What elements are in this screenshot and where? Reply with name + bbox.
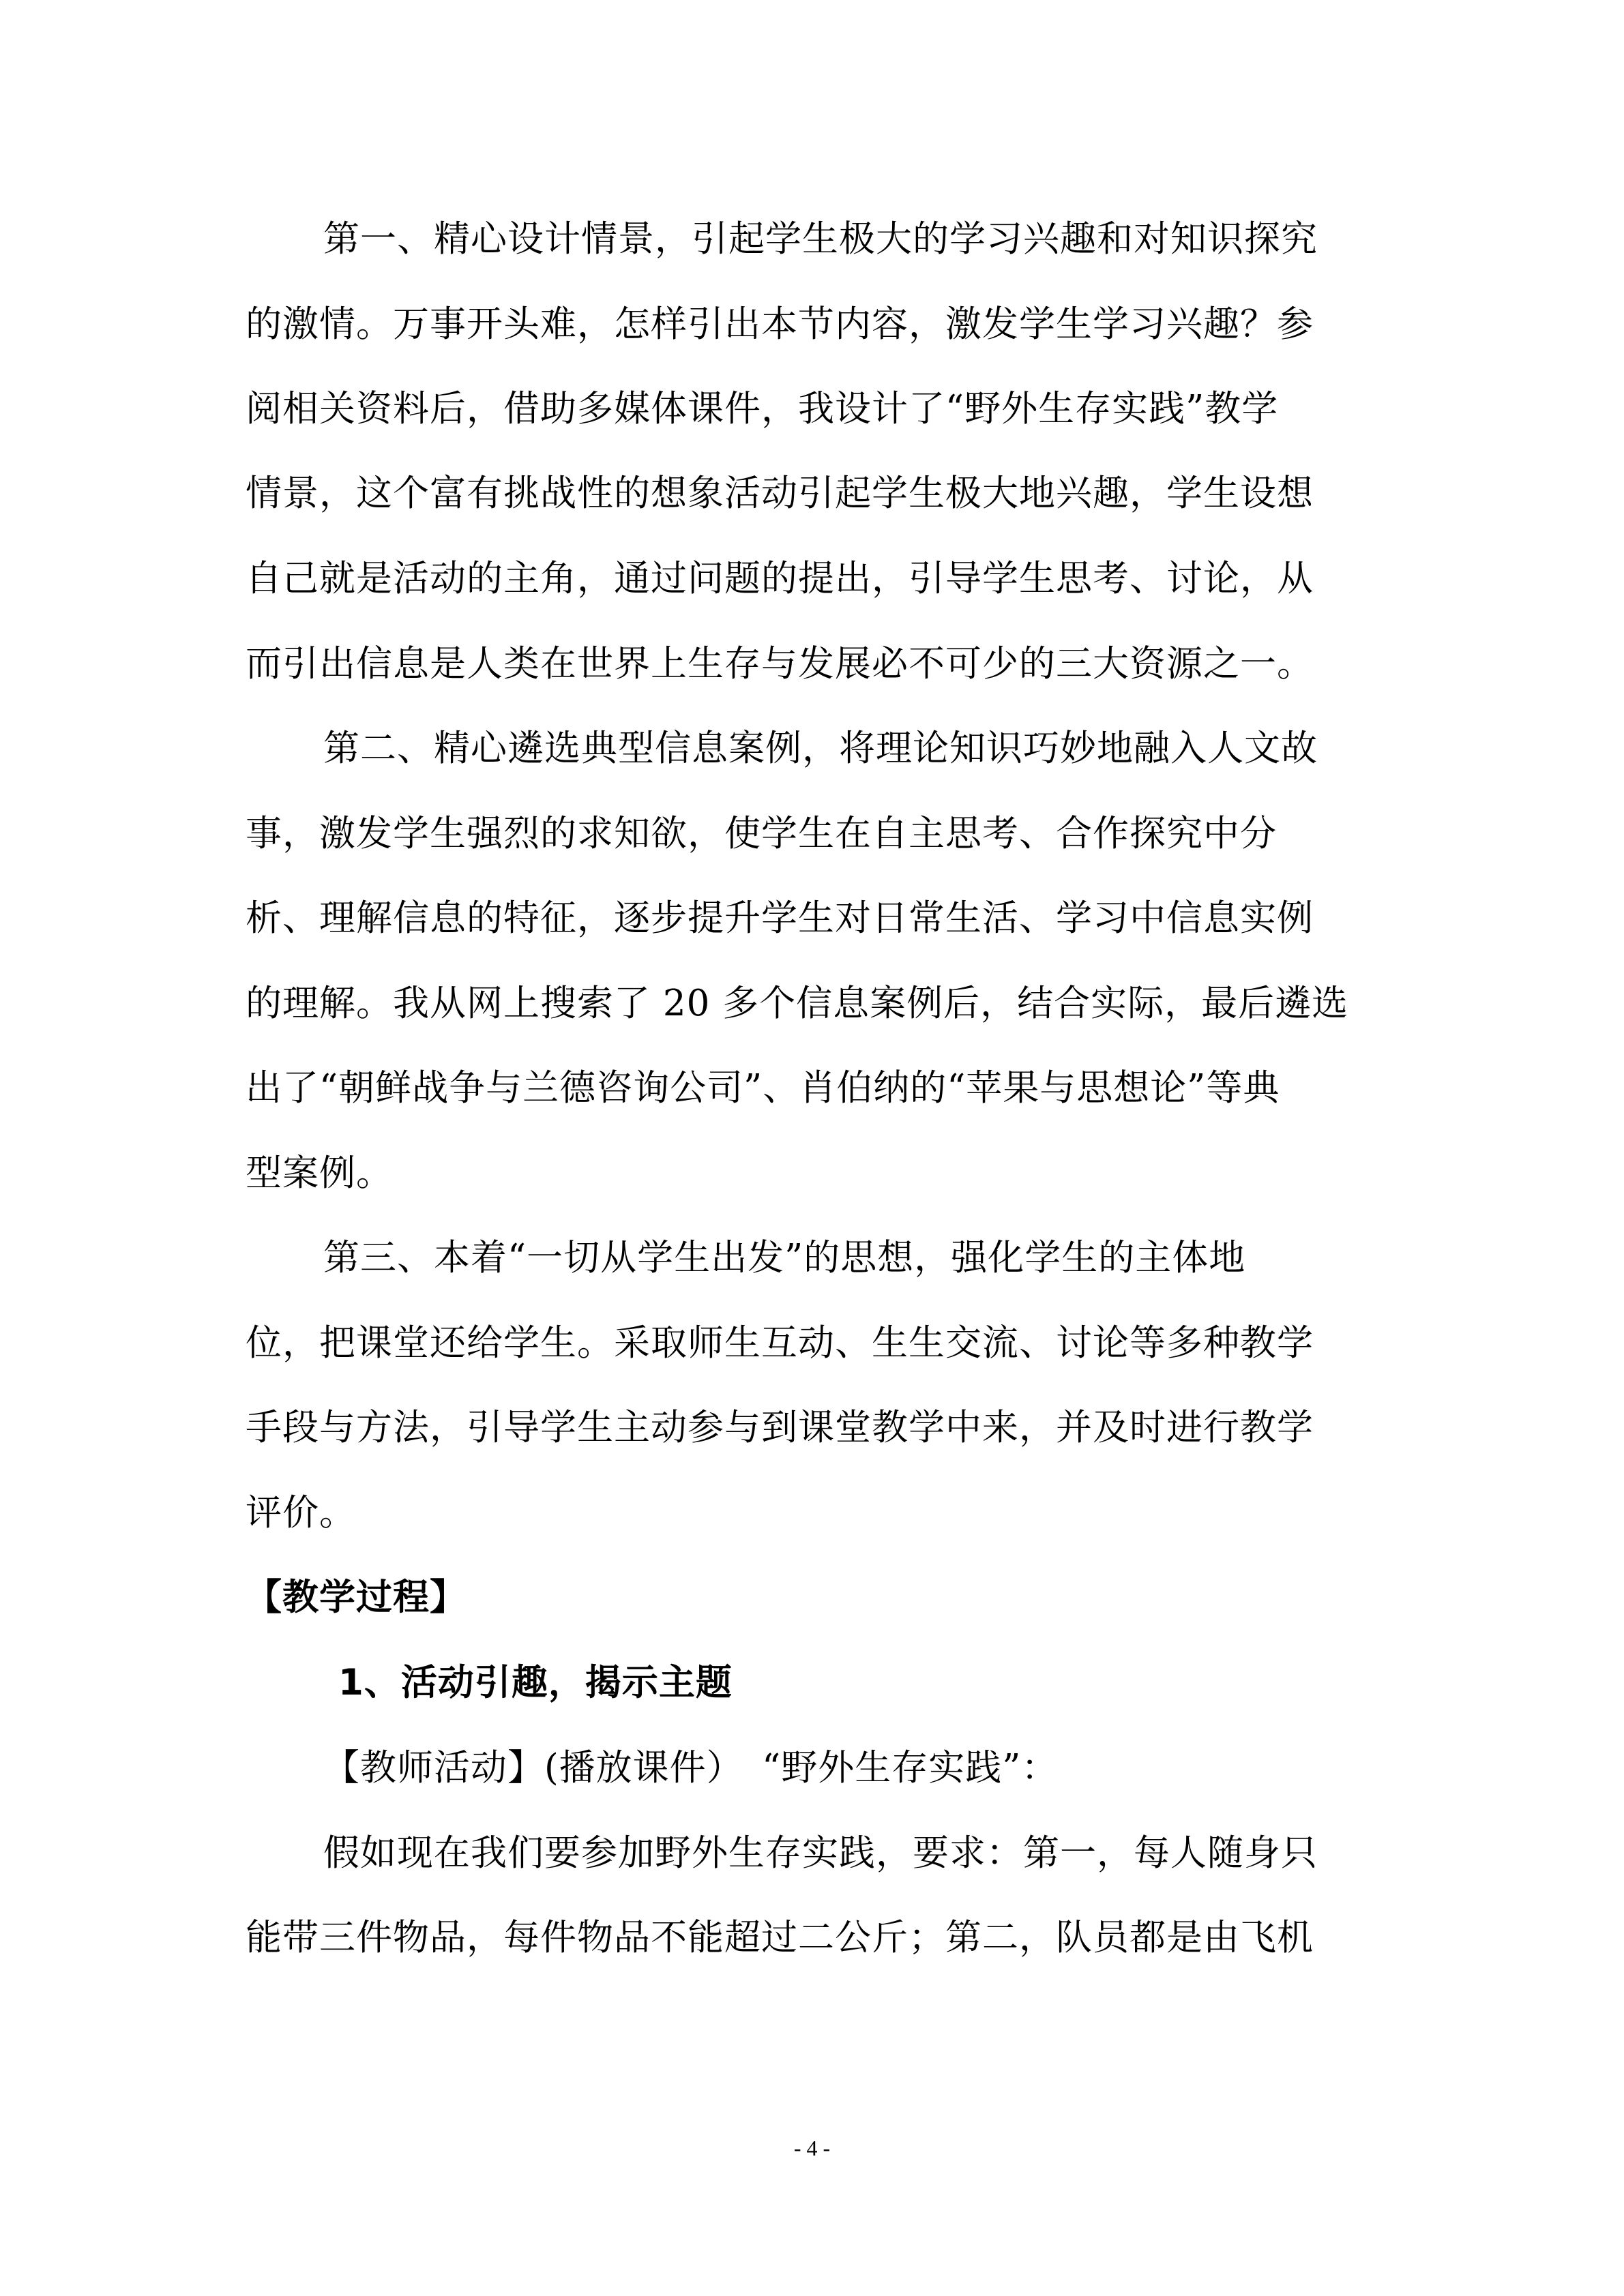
paragraph-1-line-2: 的激情。万事开头难，怎样引出本节内容，激发学生学习兴趣？参: [246, 303, 1314, 345]
teacher-activity-line: 【教师活动】(播放课件） “野外生存实践”：: [323, 1747, 1059, 1789]
paragraph-2-line-2: 事，激发学生强烈的求知欲，使学生在自主思考、合作探究中分: [246, 813, 1277, 854]
page-number: - 4 -: [793, 2136, 831, 2160]
paragraph-4-line-1: 假如现在我们要参加野外生存实践，要求：第一，每人随身只: [323, 1832, 1318, 1874]
paragraph-2-line-6: 型案例。: [246, 1152, 393, 1194]
paragraph-1-line-5: 自己就是活动的主角，通过问题的提出，引导学生思考、讨论，从: [246, 558, 1314, 599]
paragraph-3-line-2: 位，把课堂还给学生。采取师生互动、生生交流、讨论等多种教学: [246, 1322, 1314, 1364]
sub-title: 1、活动引趣，揭示主题: [338, 1662, 733, 1703]
paragraph-3-line-4: 评价。: [246, 1492, 356, 1534]
paragraph-2-line-5: 出了“朝鲜战争与兰德咨询公司”、肖伯纳的“苹果与思想论”等典: [246, 1067, 1280, 1109]
paragraph-2-line-1: 第二、精心遴选典型信息案例，将理论知识巧妙地融入人文故: [323, 728, 1318, 769]
paragraph-4-line-2: 能带三件物品，每件物品不能超过二公斤；第二，队员都是由飞机: [246, 1917, 1314, 1958]
paragraph-1-line-6: 而引出信息是人类在世界上生存与发展必不可少的三大资源之一。: [246, 643, 1314, 685]
paragraph-1-line-4: 情景，这个富有挑战性的想象活动引起学生极大地兴趣，学生设想: [246, 473, 1314, 514]
paragraph-3-line-1: 第三、本着“一切从学生出发”的思想，强化学生的主体地: [323, 1237, 1246, 1279]
paragraph-1-line-3: 阅相关资料后，借助多媒体课件，我设计了“野外生存实践”教学: [246, 388, 1279, 430]
paragraph-2-line-4: 的理解。我从网上搜索了 20 多个信息案例后，结合实际，最后遴选: [246, 983, 1349, 1024]
paragraph-3-line-3: 手段与方法，引导学生主动参与到课堂教学中来，并及时进行教学: [246, 1407, 1314, 1448]
paragraph-1-line-1: 第一、精心设计情景，引起学生极大的学习兴趣和对知识探究: [323, 218, 1318, 260]
paragraph-2-line-3: 析、理解信息的特征，逐步提升学生对日常生活、学习中信息实例: [246, 897, 1314, 939]
section-title: 【教学过程】: [246, 1577, 467, 1618]
